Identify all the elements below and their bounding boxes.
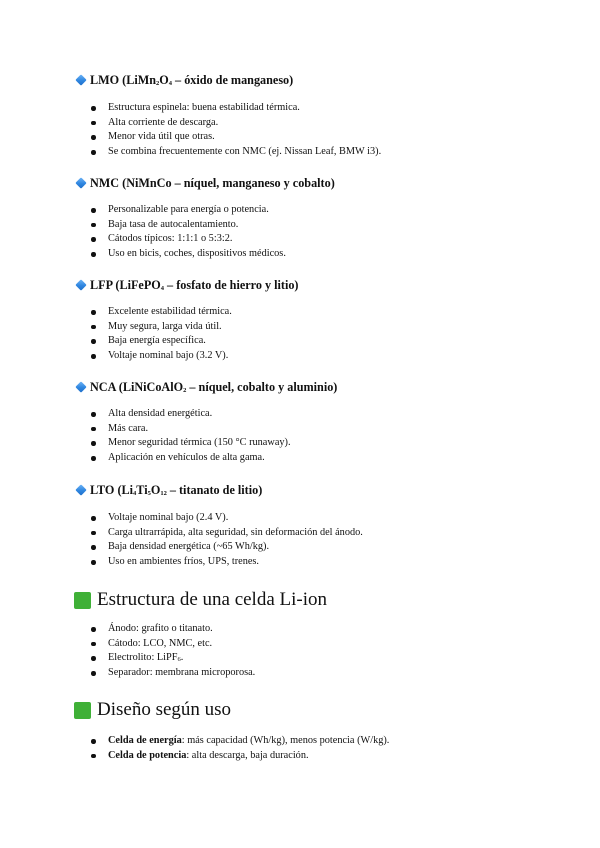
list-item: Voltaje nominal bajo (2.4 V).	[90, 511, 560, 526]
list-item: Celda de potencia: alta descarga, baja duración.	[90, 749, 560, 764]
section-heading-lfp	[74, 277, 540, 293]
heading-text: Estructura de una celda Li-ion	[97, 589, 328, 610]
list-item: Se combina frecuentemente con NMC (ej. Nissan Leaf, BMW i3).	[90, 145, 560, 160]
list-item: Carga ultrarrápida, alta seguridad, sin deformación del ánodo.	[90, 526, 560, 541]
list-item: Aplicación en vehículos de alta gama.	[90, 451, 560, 466]
heading-text: NMC (NiMnCo – níquel, manganeso y cobalto)	[90, 176, 335, 190]
heading-text: Diseño según uso	[97, 699, 232, 720]
list-item: Estructura espinela: buena estabilidad térmica.	[90, 101, 560, 116]
list-item: Uso en ambientes fríos, UPS, trenes.	[90, 555, 560, 570]
blue-diamond-icon	[75, 484, 86, 495]
heading-text: LMO ($LiMn_2O_4$ – óxido de manganeso)	[90, 73, 294, 87]
list-item: Más cara.	[90, 422, 560, 437]
section-heading-nmc	[74, 175, 540, 191]
section-heading-lmo	[74, 72, 540, 88]
blue-diamond-icon	[75, 177, 86, 188]
list-item: Celda de energía: más capacidad (Wh/kg), menos potencia (W/kg).	[90, 734, 560, 749]
lfp-list	[90, 305, 560, 364]
section-heading-diseno	[74, 698, 540, 722]
list-item: Baja densidad energética (~65 Wh/kg).	[90, 540, 560, 555]
lto-list	[90, 511, 560, 570]
blue-diamond-icon	[75, 381, 86, 392]
estructura-list	[90, 622, 560, 681]
green-square-icon	[74, 592, 91, 609]
nca-list	[90, 407, 560, 466]
list-item: Alta corriente de descarga.	[90, 116, 560, 131]
section-heading-estructura	[74, 588, 540, 612]
list-item: Menor seguridad térmica (150 °C runaway).	[90, 436, 560, 451]
list-item: Personalizable para energía o potencia.	[90, 203, 560, 218]
list-item: Electrolito: LiPF$_6$.	[90, 651, 560, 666]
list-item: Uso en bicis, coches, dispositivos médicos.	[90, 247, 560, 262]
list-item: Cátodo: LCO, NMC, etc.	[90, 637, 560, 652]
list-item: Voltaje nominal bajo (3.2 V).	[90, 349, 560, 364]
list-item: Baja energía específica.	[90, 334, 560, 349]
list-item: Cátodos típicos: 1:1:1 o 5:3:2.	[90, 232, 560, 247]
heading-text: NCA (LiNiCoAlO$_2$ – níquel, cobalto y aluminio)	[90, 380, 338, 394]
list-item: Excelente estabilidad térmica.	[90, 305, 560, 320]
heading-text: LFP (LiFePO$_4$ – fosfato de hierro y litio)	[90, 278, 299, 292]
list-item: Separador: membrana microporosa.	[90, 666, 560, 681]
list-item: Menor vida útil que otras.	[90, 130, 560, 145]
nmc-list	[90, 203, 560, 262]
lmo-list	[90, 101, 560, 160]
blue-diamond-icon	[75, 74, 86, 85]
heading-text: LTO ($Li_4Ti_5O_{12}$ – titanato de litio)	[90, 483, 263, 497]
diseno-list	[90, 734, 560, 763]
list-item: Ánodo: grafito o titanato.	[90, 622, 560, 637]
list-item: Alta densidad energética.	[90, 407, 560, 422]
list-item: Baja tasa de autocalentamiento.	[90, 218, 560, 233]
list-item: Muy segura, larga vida útil.	[90, 320, 560, 335]
blue-diamond-icon	[75, 279, 86, 290]
section-heading-lto	[74, 482, 540, 498]
section-heading-nca	[74, 379, 540, 395]
green-square-icon	[74, 702, 91, 719]
